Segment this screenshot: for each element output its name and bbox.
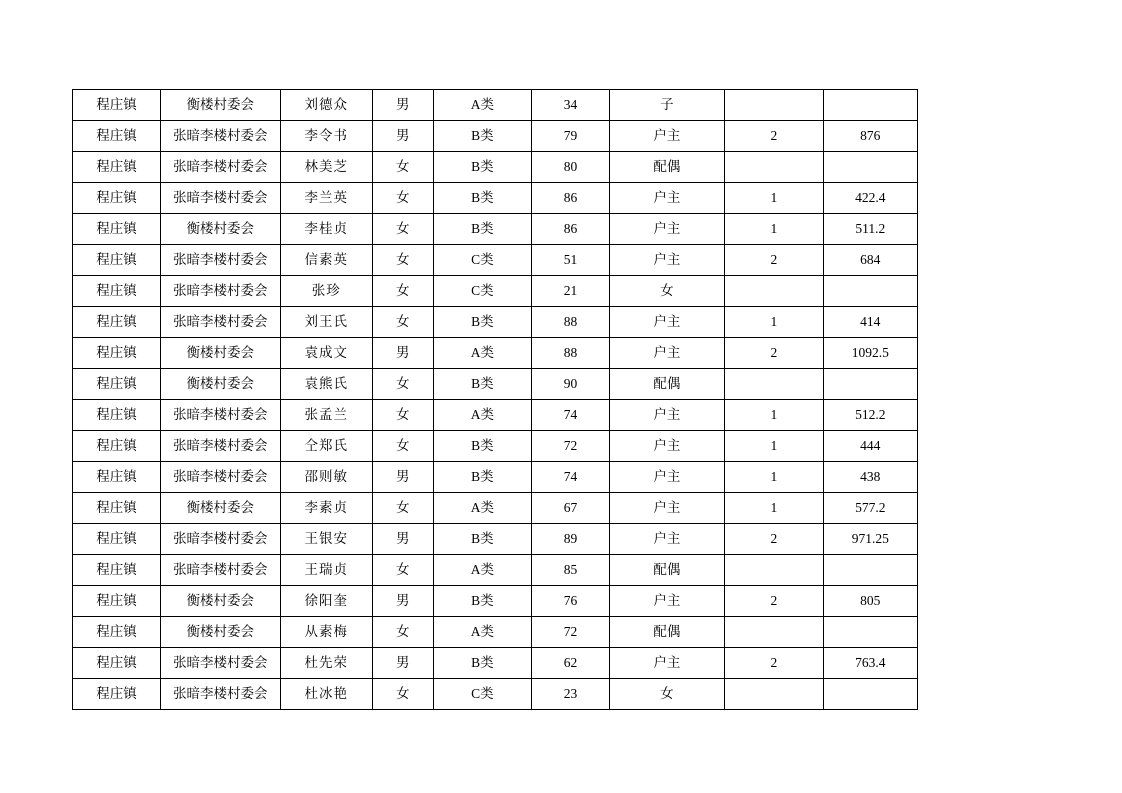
cell-relation: 配偶 [609,152,724,183]
cell-gender: 女 [372,152,433,183]
cell-gender: 女 [372,214,433,245]
cell-town: 程庄镇 [73,586,161,617]
cell-name: 仝郑氏 [280,431,372,462]
cell-gender: 男 [372,648,433,679]
cell-town: 程庄镇 [73,183,161,214]
cell-name: 李桂贞 [280,214,372,245]
table-row [73,90,918,121]
cell-village: 张暗李楼村委会 [161,462,281,493]
cell-village: 衡楼村委会 [161,493,281,524]
cell-relation: 户主 [609,338,724,369]
cell-count [725,90,824,121]
cell-category: B类 [433,183,532,214]
cell-village: 张暗李楼村委会 [161,152,281,183]
cell-name: 从素梅 [280,617,372,648]
cell-gender: 女 [372,679,433,710]
table-row [73,493,918,524]
cell-count [725,152,824,183]
cell-category: A类 [433,400,532,431]
cell-category: B类 [433,121,532,152]
cell-name: 张孟兰 [280,400,372,431]
cell-category: B类 [433,214,532,245]
cell-amount: 444 [823,431,917,462]
cell-relation: 子 [609,90,724,121]
cell-count: 2 [725,524,824,555]
cell-age: 21 [532,276,610,307]
cell-age: 76 [532,586,610,617]
cell-category: A类 [433,617,532,648]
cell-amount: 684 [823,245,917,276]
cell-age: 79 [532,121,610,152]
cell-relation: 配偶 [609,555,724,586]
cell-name: 杜冰艳 [280,679,372,710]
cell-town: 程庄镇 [73,431,161,462]
cell-age: 74 [532,462,610,493]
cell-village: 衡楼村委会 [161,617,281,648]
table-row [73,245,918,276]
cell-age: 34 [532,90,610,121]
cell-name: 袁成文 [280,338,372,369]
cell-gender: 女 [372,276,433,307]
cell-age: 62 [532,648,610,679]
cell-count: 2 [725,338,824,369]
cell-count [725,369,824,400]
cell-age: 89 [532,524,610,555]
cell-gender: 女 [372,431,433,462]
cell-village: 衡楼村委会 [161,338,281,369]
cell-count: 1 [725,214,824,245]
cell-relation: 户主 [609,648,724,679]
cell-relation: 户主 [609,214,724,245]
cell-category: A类 [433,338,532,369]
cell-amount [823,369,917,400]
cell-village: 张暗李楼村委会 [161,183,281,214]
cell-age: 90 [532,369,610,400]
table-row [73,307,918,338]
cell-count [725,679,824,710]
cell-name: 刘王氏 [280,307,372,338]
cell-count: 2 [725,121,824,152]
cell-age: 23 [532,679,610,710]
cell-gender: 女 [372,555,433,586]
table-body [73,90,918,710]
cell-age: 74 [532,400,610,431]
cell-village: 张暗李楼村委会 [161,431,281,462]
cell-village: 张暗李楼村委会 [161,307,281,338]
cell-village: 衡楼村委会 [161,586,281,617]
cell-amount: 512.2 [823,400,917,431]
cell-town: 程庄镇 [73,214,161,245]
cell-town: 程庄镇 [73,555,161,586]
cell-village: 张暗李楼村委会 [161,648,281,679]
cell-relation: 户主 [609,431,724,462]
cell-amount: 511.2 [823,214,917,245]
cell-age: 85 [532,555,610,586]
table-row [73,431,918,462]
cell-category: B类 [433,462,532,493]
cell-gender: 女 [372,400,433,431]
table-row [73,400,918,431]
table-row [73,214,918,245]
cell-village: 张暗李楼村委会 [161,245,281,276]
cell-category: A类 [433,555,532,586]
cell-town: 程庄镇 [73,90,161,121]
cell-age: 72 [532,431,610,462]
cell-gender: 男 [372,121,433,152]
cell-age: 51 [532,245,610,276]
cell-amount: 414 [823,307,917,338]
table-row [73,183,918,214]
cell-relation: 户主 [609,307,724,338]
cell-town: 程庄镇 [73,679,161,710]
cell-relation: 户主 [609,462,724,493]
cell-town: 程庄镇 [73,338,161,369]
cell-village: 张暗李楼村委会 [161,121,281,152]
cell-name: 林美芝 [280,152,372,183]
table-row [73,555,918,586]
cell-name: 刘德众 [280,90,372,121]
table-row [73,462,918,493]
cell-amount: 971.25 [823,524,917,555]
cell-village: 张暗李楼村委会 [161,400,281,431]
cell-count: 1 [725,183,824,214]
table-row [73,276,918,307]
cell-gender: 男 [372,462,433,493]
cell-relation: 配偶 [609,369,724,400]
cell-relation: 户主 [609,524,724,555]
cell-village: 张暗李楼村委会 [161,276,281,307]
cell-gender: 男 [372,586,433,617]
cell-name: 李令书 [280,121,372,152]
cell-gender: 女 [372,245,433,276]
cell-village: 张暗李楼村委会 [161,679,281,710]
cell-village: 衡楼村委会 [161,90,281,121]
cell-category: A类 [433,493,532,524]
cell-category: C类 [433,679,532,710]
cell-amount: 577.2 [823,493,917,524]
cell-gender: 女 [372,493,433,524]
cell-category: B类 [433,648,532,679]
beneficiary-table [72,89,918,710]
cell-amount [823,152,917,183]
cell-age: 72 [532,617,610,648]
cell-count: 1 [725,400,824,431]
cell-gender: 女 [372,307,433,338]
cell-relation: 户主 [609,586,724,617]
cell-count [725,555,824,586]
table-row [73,121,918,152]
cell-town: 程庄镇 [73,369,161,400]
cell-amount [823,555,917,586]
cell-gender: 男 [372,338,433,369]
cell-town: 程庄镇 [73,121,161,152]
cell-town: 程庄镇 [73,245,161,276]
cell-category: C类 [433,245,532,276]
cell-relation: 户主 [609,183,724,214]
cell-village: 张暗李楼村委会 [161,524,281,555]
cell-count: 1 [725,431,824,462]
cell-count: 1 [725,307,824,338]
cell-age: 88 [532,307,610,338]
cell-amount: 805 [823,586,917,617]
cell-gender: 男 [372,524,433,555]
cell-amount: 1092.5 [823,338,917,369]
cell-name: 杜先荣 [280,648,372,679]
cell-age: 80 [532,152,610,183]
cell-village: 衡楼村委会 [161,214,281,245]
table-row [73,369,918,400]
cell-age: 86 [532,214,610,245]
cell-relation: 女 [609,276,724,307]
cell-amount: 763.4 [823,648,917,679]
cell-relation: 户主 [609,400,724,431]
cell-name: 李兰英 [280,183,372,214]
cell-age: 88 [532,338,610,369]
cell-amount: 876 [823,121,917,152]
table-row [73,648,918,679]
cell-count [725,617,824,648]
cell-category: B类 [433,152,532,183]
cell-category: A类 [433,90,532,121]
cell-count: 2 [725,648,824,679]
cell-category: B类 [433,524,532,555]
cell-category: B类 [433,586,532,617]
cell-age: 86 [532,183,610,214]
cell-name: 徐阳奎 [280,586,372,617]
cell-gender: 女 [372,617,433,648]
cell-gender: 男 [372,90,433,121]
cell-amount [823,276,917,307]
cell-category: B类 [433,431,532,462]
cell-relation: 女 [609,679,724,710]
cell-town: 程庄镇 [73,400,161,431]
cell-category: C类 [433,276,532,307]
cell-amount: 438 [823,462,917,493]
cell-relation: 户主 [609,245,724,276]
cell-amount: 422.4 [823,183,917,214]
cell-town: 程庄镇 [73,152,161,183]
cell-name: 王瑞贞 [280,555,372,586]
cell-town: 程庄镇 [73,648,161,679]
cell-name: 李素贞 [280,493,372,524]
table-row [73,524,918,555]
cell-town: 程庄镇 [73,276,161,307]
cell-name: 邵则敏 [280,462,372,493]
cell-category: B类 [433,369,532,400]
cell-count [725,276,824,307]
cell-gender: 女 [372,183,433,214]
cell-count: 1 [725,493,824,524]
cell-town: 程庄镇 [73,307,161,338]
cell-town: 程庄镇 [73,462,161,493]
cell-name: 张珍 [280,276,372,307]
cell-village: 张暗李楼村委会 [161,555,281,586]
cell-name: 信素英 [280,245,372,276]
cell-town: 程庄镇 [73,617,161,648]
cell-relation: 户主 [609,121,724,152]
cell-category: B类 [433,307,532,338]
table-row [73,586,918,617]
cell-town: 程庄镇 [73,493,161,524]
cell-count: 1 [725,462,824,493]
cell-count: 2 [725,245,824,276]
table-row [73,617,918,648]
cell-count: 2 [725,586,824,617]
cell-amount [823,679,917,710]
cell-town: 程庄镇 [73,524,161,555]
cell-amount [823,617,917,648]
cell-village: 衡楼村委会 [161,369,281,400]
cell-relation: 户主 [609,493,724,524]
cell-gender: 女 [372,369,433,400]
cell-amount [823,90,917,121]
table-row [73,679,918,710]
cell-name: 袁熊氏 [280,369,372,400]
cell-relation: 配偶 [609,617,724,648]
table-row [73,152,918,183]
table-container [72,89,918,710]
cell-age: 67 [532,493,610,524]
table-row [73,338,918,369]
cell-name: 王银安 [280,524,372,555]
